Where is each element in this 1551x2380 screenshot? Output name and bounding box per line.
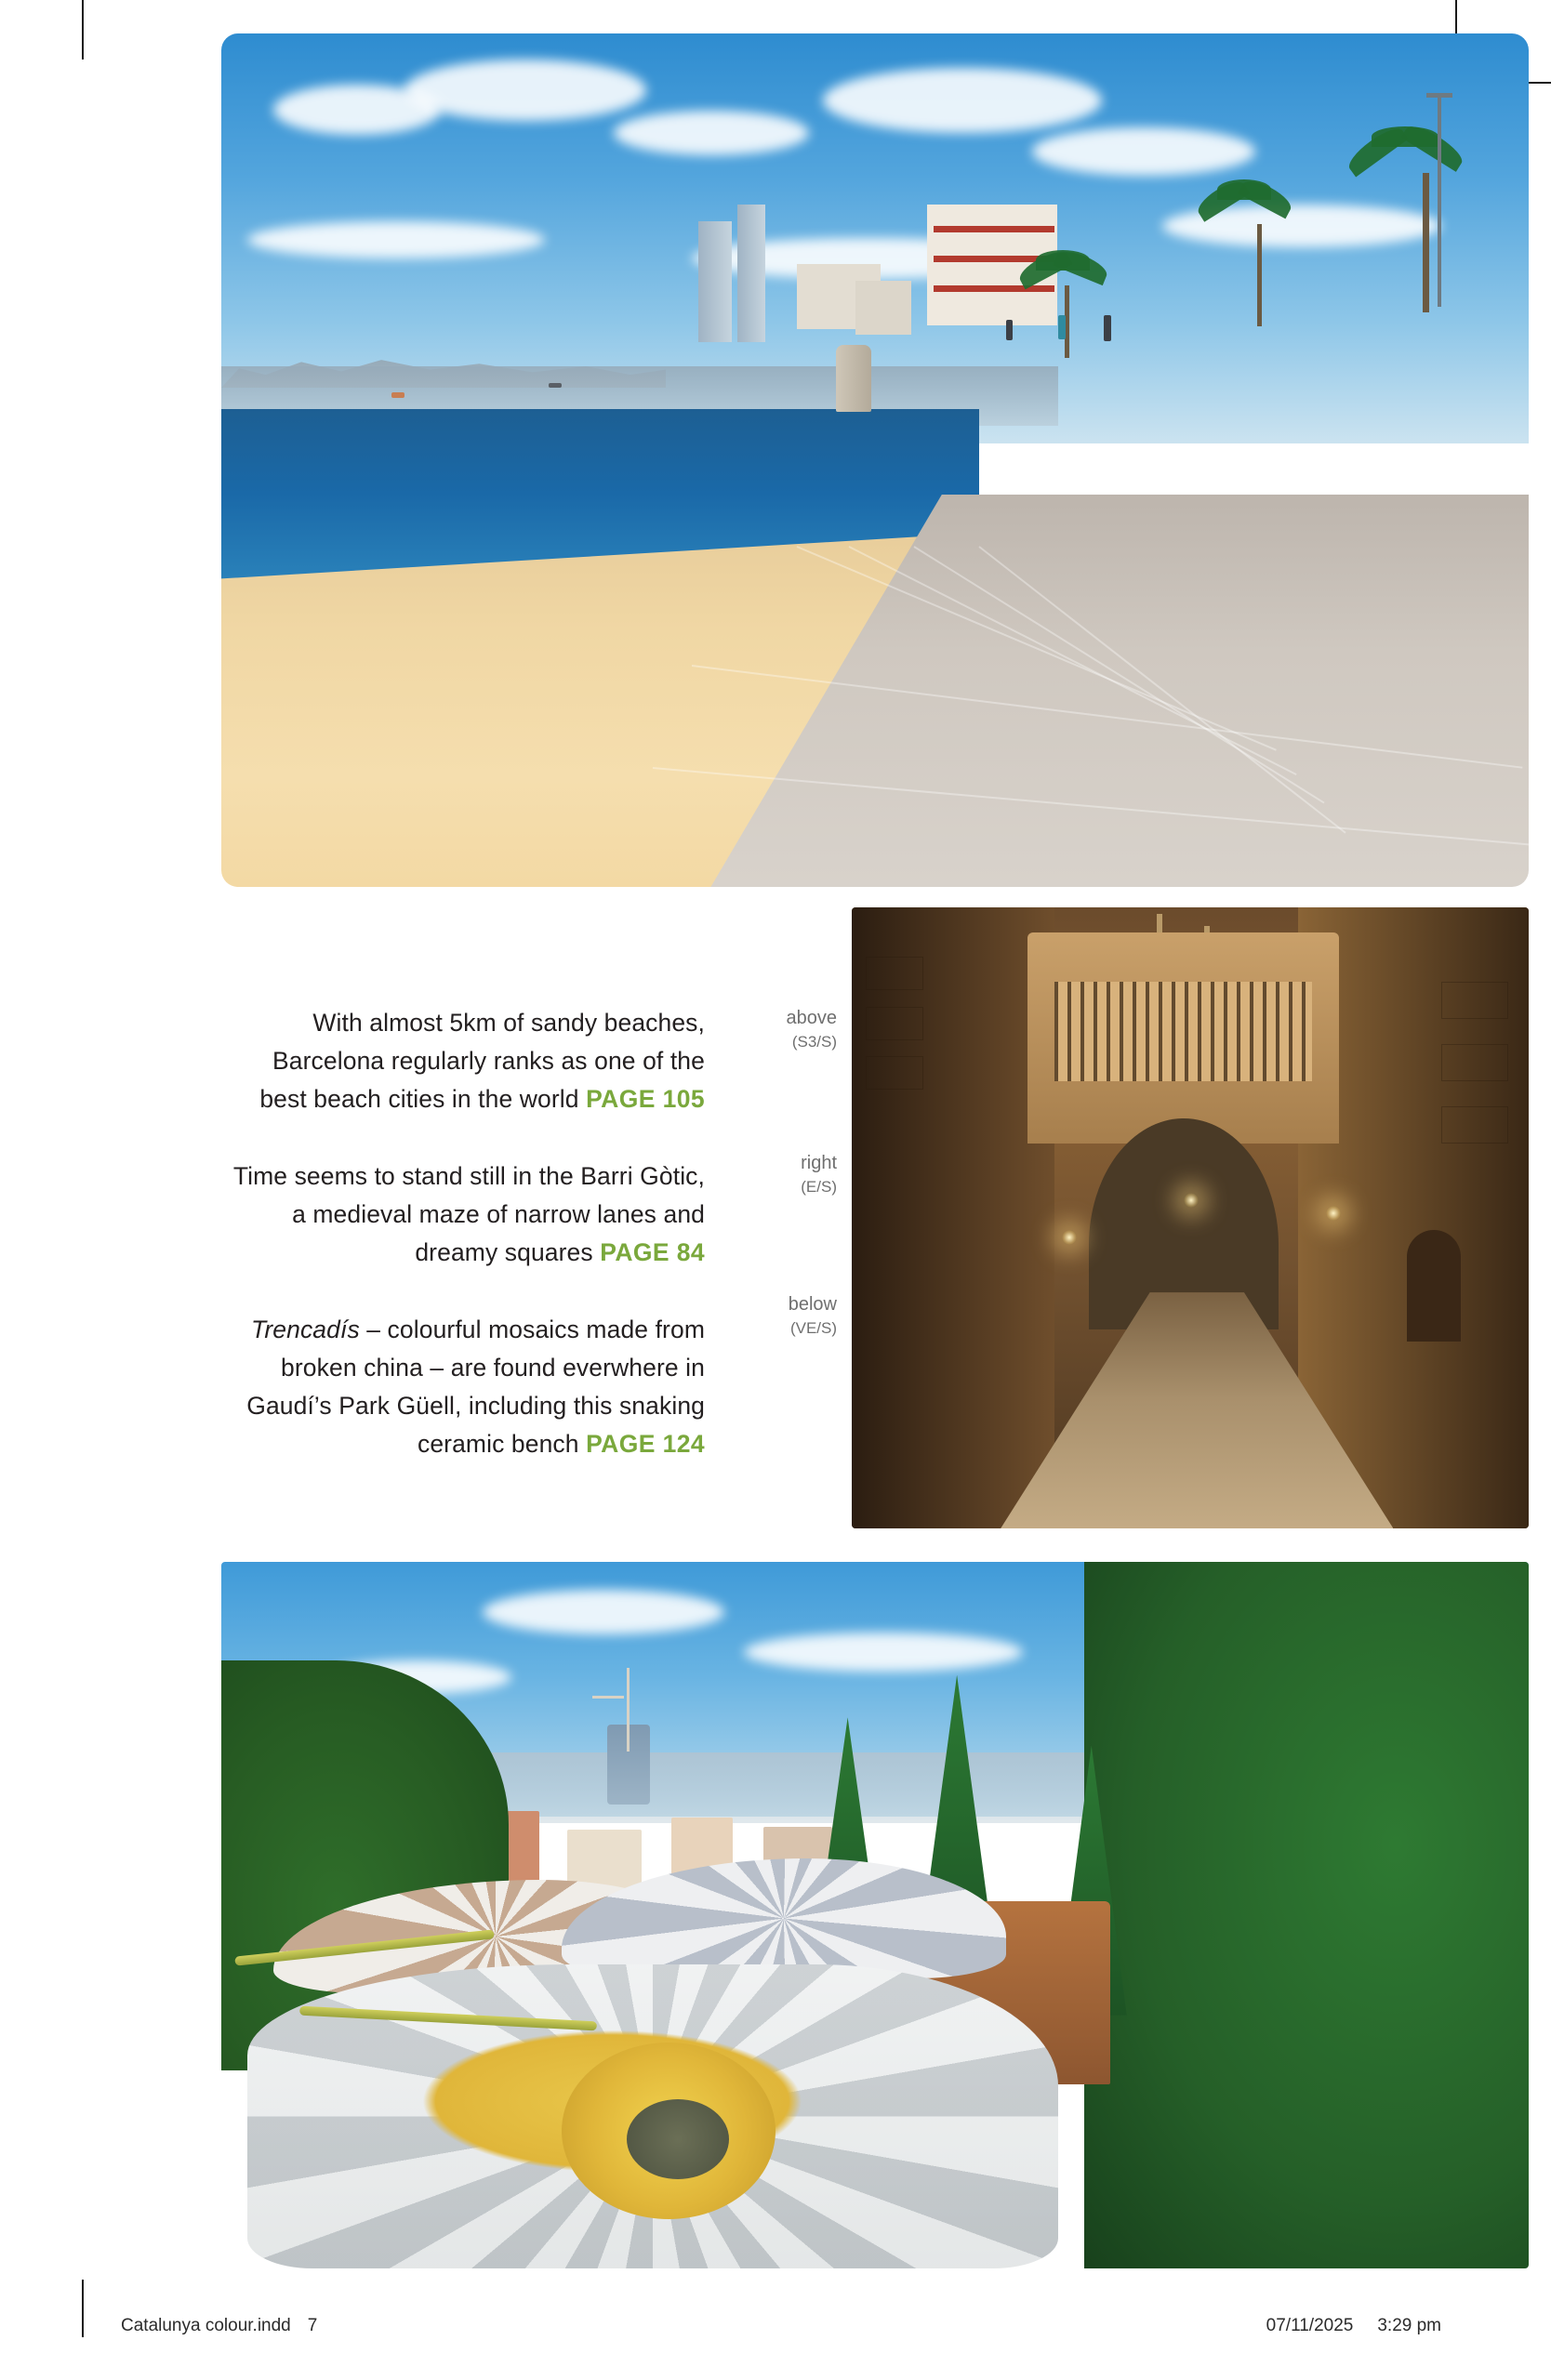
stone-block [1441, 982, 1508, 1019]
left-stone-wall [852, 907, 1054, 1528]
cross-finial-arm [592, 1696, 624, 1699]
caption-beach [221, 1004, 705, 1118]
palm-tree [1372, 136, 1474, 312]
cloud [823, 68, 1102, 133]
crop-mark-top-left [82, 0, 84, 60]
balcony-band [934, 226, 1054, 232]
bridge-tracery [1054, 982, 1312, 1081]
arched-doorway [1407, 1230, 1461, 1342]
cloud [744, 1633, 1023, 1672]
hotel-tower [737, 205, 765, 342]
caption-park-guell-italic-term: Trencadís [251, 1316, 360, 1343]
direction-label-below [725, 1292, 837, 1341]
pedestrian [1058, 315, 1066, 339]
page-reference-link-105[interactable]: PAGE 105 [586, 1085, 705, 1113]
sunbather [391, 392, 404, 398]
stone-block [866, 957, 923, 990]
direction-label-above [725, 1006, 837, 1054]
caption-barri-gotic-text: Time seems to stand still in the Barri Gòtic, a medieval maze of narrow lanes and dreamy squares [232, 1162, 705, 1266]
lamp-post [1438, 93, 1441, 307]
street-lamp-glow [1326, 1206, 1341, 1221]
image-park-guell-mosaic-bench [221, 1562, 1529, 2268]
cloud [1032, 127, 1255, 176]
photo-credit-right: (E/S) [801, 1178, 837, 1196]
photo-credit-above: (S3/S) [791, 1033, 837, 1051]
pedestrian [1104, 315, 1111, 341]
stone-block [866, 1007, 923, 1040]
beach-sculpture [836, 345, 871, 412]
page-reference-link-84[interactable]: PAGE 84 [600, 1238, 705, 1266]
caption-park-guell-text: – colourful mosaics made from broken china – are found everwhere in Gaudí’s Park Güell, including this snaking ceramic bench [246, 1316, 705, 1458]
crop-mark-bottom-left [82, 2280, 84, 2337]
low-building [855, 281, 911, 335]
street-lamp-glow [1184, 1193, 1199, 1208]
palm-tree [1215, 187, 1299, 326]
page-reference-link-124[interactable]: PAGE 124 [586, 1430, 705, 1458]
pedestrian [1006, 320, 1013, 340]
image-barcelona-beach-promenade [221, 33, 1529, 887]
cross-finial [627, 1668, 630, 1752]
caption-barri-gotic [221, 1157, 705, 1272]
right-foliage [1084, 1562, 1529, 2268]
cloud [614, 111, 809, 155]
direction-label-right [725, 1151, 837, 1199]
mosaic-flower-core [627, 2099, 729, 2179]
print-footer [121, 2312, 1441, 2340]
photo-credit-below: (VE/S) [789, 1319, 837, 1337]
footer-page-number: 7 [307, 2316, 318, 2335]
direction-label-above-text: above [786, 1008, 837, 1028]
lamp-arm [1426, 93, 1452, 98]
caption-park-guell [221, 1311, 705, 1463]
stone-block [866, 1056, 923, 1090]
image-barri-gotic-street-bridge [852, 907, 1529, 1528]
caption-beach-text: With almost 5km of sandy beaches, Barcelona regularly ranks as one of the best beach cities in the world [259, 1009, 705, 1113]
stone-block [1441, 1106, 1508, 1144]
stone-block [1441, 1044, 1508, 1081]
caption-block [221, 1004, 705, 1463]
palm-tree [1032, 256, 1097, 358]
sunbather [549, 383, 562, 388]
cloud [404, 60, 646, 121]
cloud [247, 221, 545, 258]
street-lamp-glow [1062, 1230, 1077, 1245]
direction-label-below-text: below [788, 1294, 837, 1315]
footer-filename: Catalunya colour.indd [121, 2316, 291, 2335]
hotel-tower [698, 221, 732, 342]
footer-date: 07/11/2025 [1266, 2316, 1354, 2335]
footer-time: 3:29 pm [1377, 2316, 1441, 2335]
direction-label-right-text: right [801, 1153, 837, 1173]
